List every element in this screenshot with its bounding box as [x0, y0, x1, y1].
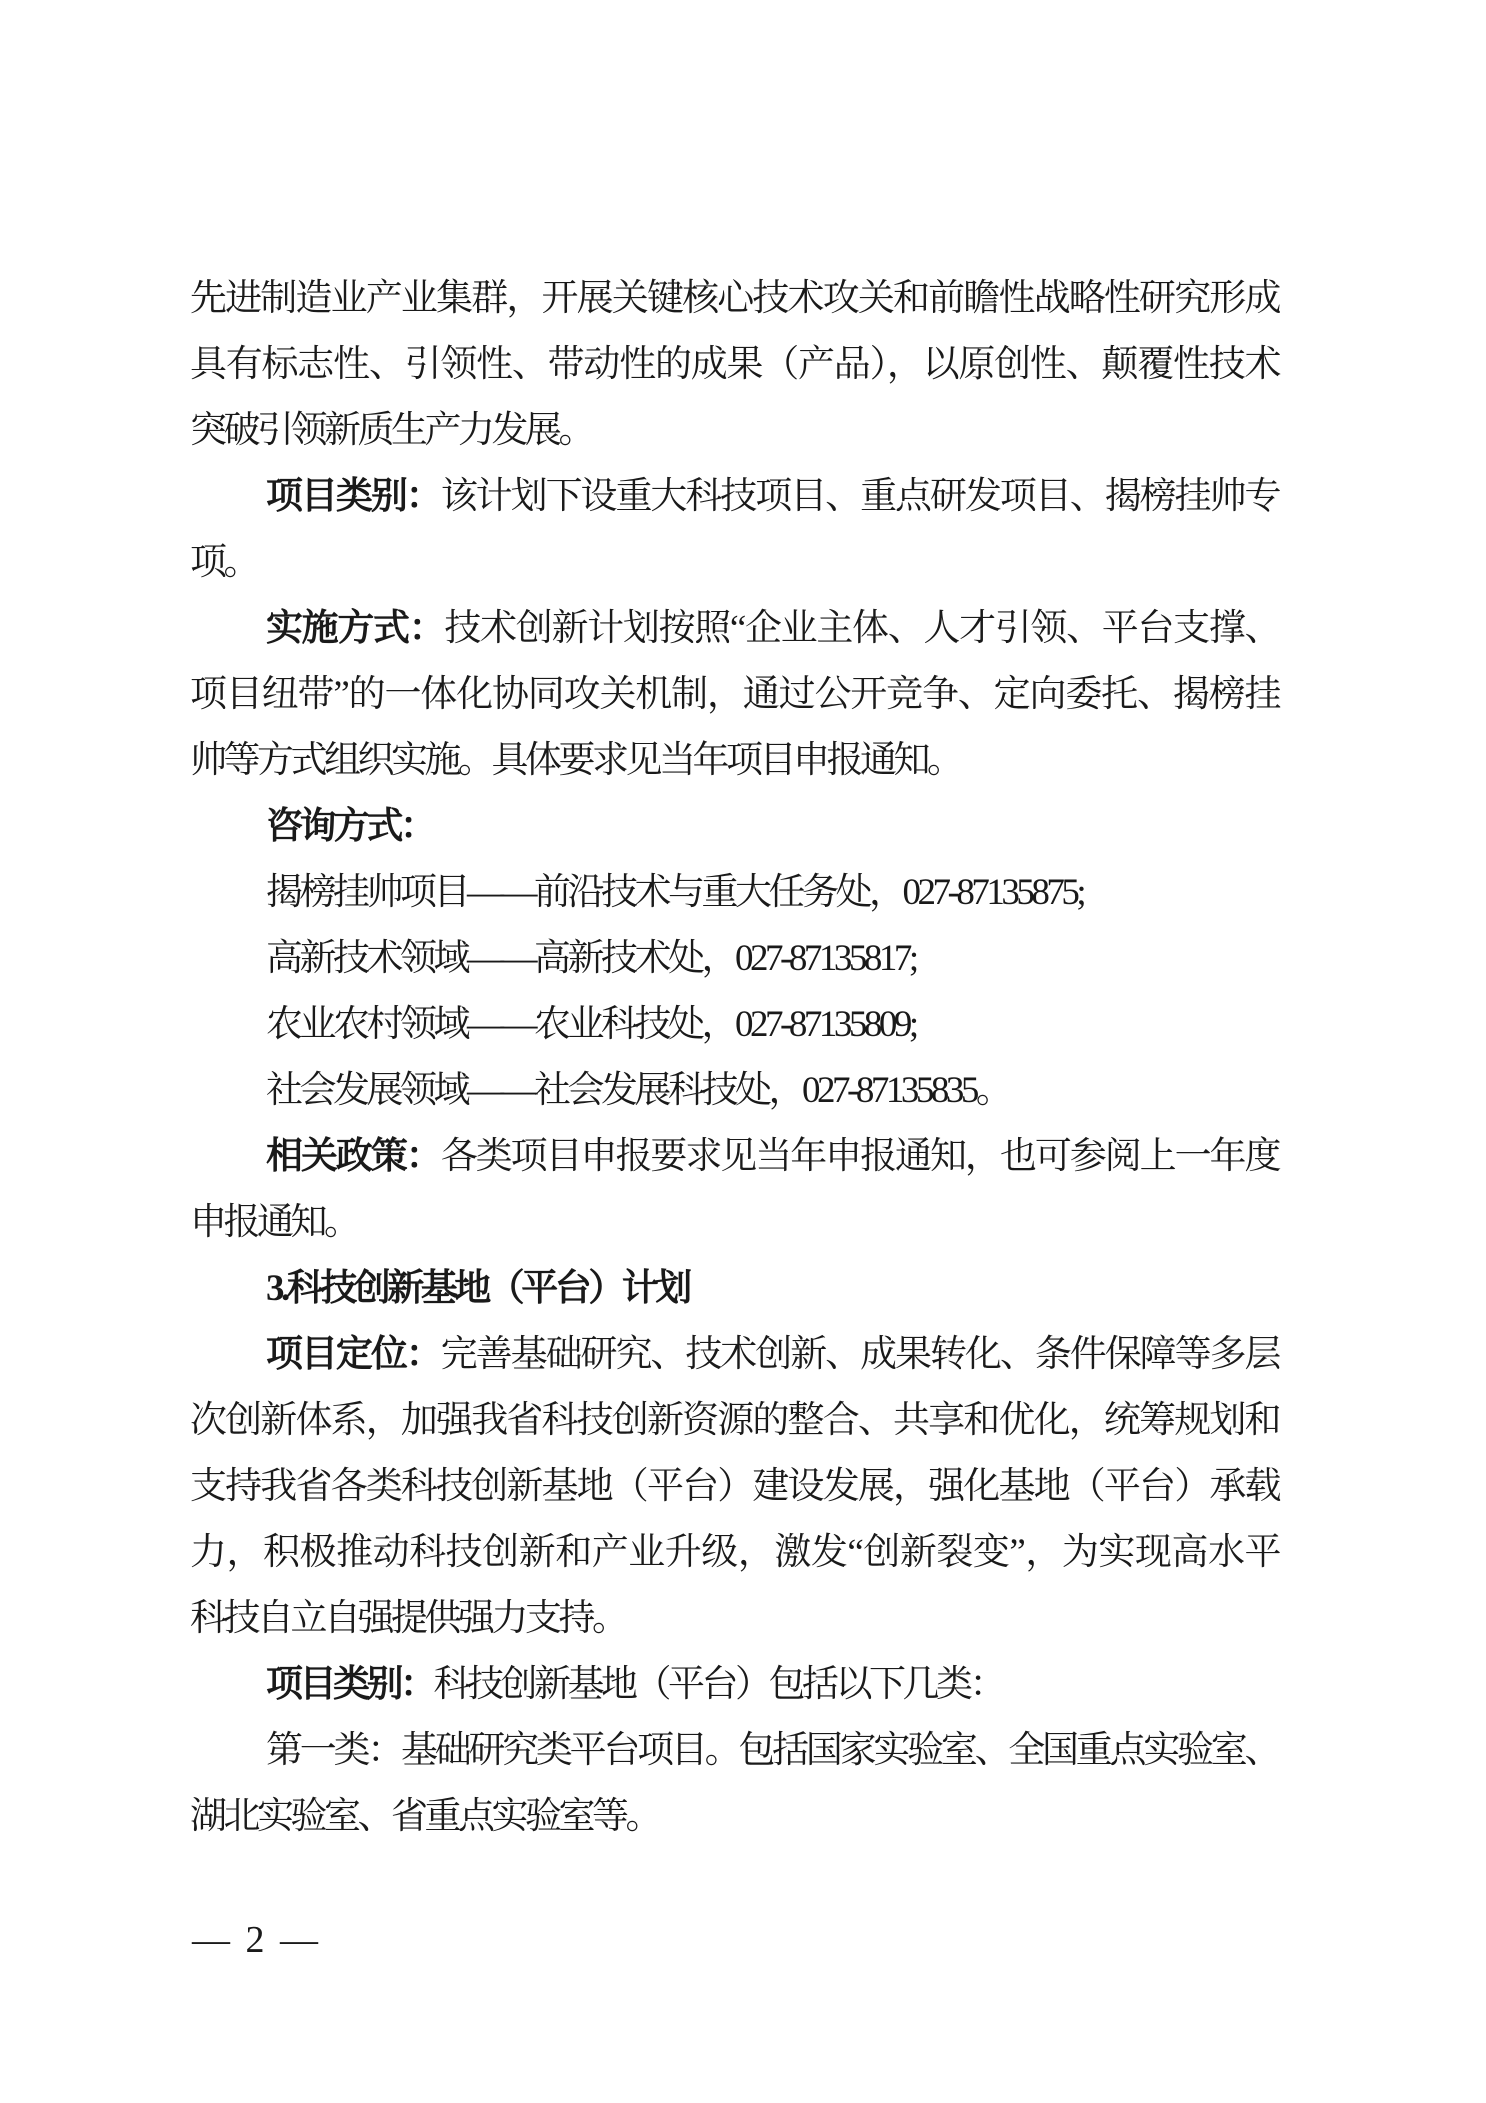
line-text: 该计划下设重大科技项目、重点研发项目、揭榜挂帅专: [440, 476, 1279, 517]
text-line: [190, 332, 1278, 398]
line-text: 项目纽带”的一体化协同攻关机制，通过公开竞争、定向委托、揭榜挂: [190, 674, 1278, 715]
paragraph-label: 项目类别：: [266, 1664, 434, 1705]
line-text: 帅等方式组织实施。具体要求见当年项目申报通知。: [190, 740, 961, 781]
line-text: 项。: [190, 542, 257, 583]
text-line: [190, 1190, 1278, 1256]
line-text: 支持我省各类科技创新基地（平台）建设发展，强化基地（平台）承载: [190, 1466, 1278, 1507]
text-line: [190, 530, 1278, 596]
line-text: 完善基础研究、技术创新、成果转化、条件保障等多层: [440, 1334, 1279, 1375]
line-text: 科技自立自强提供强力支持。: [190, 1598, 626, 1639]
line-text: 技术创新计划按照“企业主体、人才引领、平台支撑、: [444, 608, 1279, 649]
text-line: [190, 1124, 1278, 1190]
line-text: 突破引领新质生产力发展。: [190, 410, 592, 451]
text-line: [190, 1652, 1278, 1718]
line-text: 3.科技创新基地（平台）计划: [266, 1268, 689, 1309]
line-text: 揭榜挂帅项目——前沿技术与重大任务处，027-87135875;: [266, 872, 1084, 913]
text-line: [190, 992, 1278, 1058]
line-text: 次创新体系，加强我省科技创新资源的整合、共享和优化，统筹规划和: [190, 1400, 1278, 1441]
text-line: [190, 464, 1278, 530]
text-line: [190, 1058, 1278, 1124]
text-line: [190, 728, 1278, 794]
text-line: [190, 1784, 1278, 1850]
line-text: 力，积极推动科技创新和产业升级，激发“创新裂变”，为实现高水平: [190, 1532, 1278, 1573]
line-text: 科技创新基地（平台）包括以下几类：: [433, 1664, 1003, 1705]
text-line: [190, 1586, 1278, 1652]
text-line: [190, 596, 1278, 662]
text-line: [190, 926, 1278, 992]
text-line: [190, 1322, 1278, 1388]
line-text: 湖北实验室、省重点实验室等。: [190, 1796, 659, 1837]
page-footer: [192, 1916, 321, 1964]
section-heading: [190, 1256, 1278, 1322]
text-line: [190, 794, 1278, 860]
line-text: 农业农村领域——农业科技处，027-87135809;: [266, 1004, 916, 1045]
line-text: 申报通知。: [190, 1202, 358, 1243]
text-line: [190, 266, 1278, 332]
paragraph-label: 项目定位：: [266, 1334, 441, 1375]
line-text: 先进制造业产业集群，开展关键核心技术攻关和前瞻性战略性研究形成: [190, 278, 1278, 319]
paragraph-label: 咨询方式：: [266, 806, 434, 847]
paragraph-label: 项目类别：: [266, 476, 441, 517]
text-line: [190, 860, 1278, 926]
document-body: [190, 266, 1278, 1850]
page-number: — 2 —: [192, 1919, 321, 1961]
line-text: 高新技术领域——高新技术处，027-87135817;: [266, 938, 916, 979]
text-line: [190, 1388, 1278, 1454]
line-text: 社会发展领域——社会发展科技处，027-87135835。: [266, 1070, 1010, 1111]
line-text: 第一类：基础研究类平台项目。包括国家实验室、全国重点实验室、: [266, 1730, 1278, 1771]
line-text: 各类项目申报要求见当年申报通知，也可参阅上一年度: [440, 1136, 1279, 1177]
text-line: [190, 662, 1278, 728]
paragraph-label: 相关政策：: [266, 1136, 441, 1177]
text-line: [190, 1520, 1278, 1586]
line-text: 具有标志性、引领性、带动性的成果（产品），以原创性、颠覆性技术: [190, 344, 1278, 385]
text-line: [190, 1454, 1278, 1520]
paragraph-label: 实施方式：: [266, 608, 445, 649]
text-line: [190, 398, 1278, 464]
text-line: [190, 1718, 1278, 1784]
